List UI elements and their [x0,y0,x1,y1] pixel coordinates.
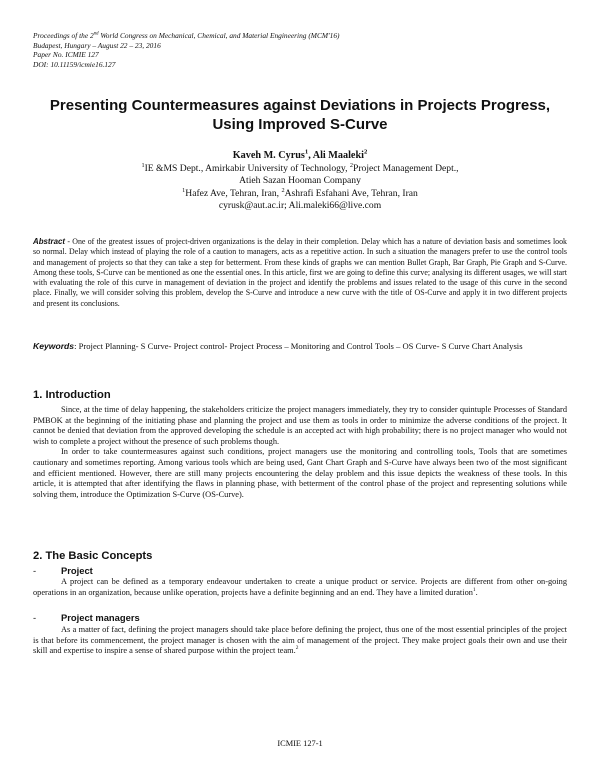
affiliation-line: $^1$IE &MS Dept., Amirkabir University of Technology, $^2$Project Management Dept., [141,162,459,175]
subsection-heading-project: - Project [33,565,93,576]
address-line: $^1$Hafez Ave, Tehran, Iran, $^2$Ashrafi Esfahani Ave, Tehran, Iran [182,186,418,199]
author-names: Kaveh M. Cyrus$^1$, Ali Maaleki$^2$ [232,148,368,161]
keywords [33,341,567,352]
page-footer: ICMIE 127-1 [277,739,323,748]
introduction-body [33,405,567,500]
abstract [33,237,567,309]
section-heading-introduction: 1. Introduction [33,389,111,401]
author-emails: cyrusk@aut.ac.ir; Ali.maleki66@live.com [218,199,382,211]
subsection-heading-project-managers: - Project managers [33,612,140,623]
paper-number: Paper No. ICMIE 127 [33,50,99,60]
paragraph: As a matter of fact, defining the project managers should take place before defining the project, thus one of the most essential principles of the project is that before its commencement, the project manager is chosen with the aim of management of the project. They make project goals their own and use their skill and expertise to inspire a sense of shared purpose within the project team.$^2$ [33,625,567,656]
section-heading-basic-concepts: 2. The Basic Concepts [33,550,153,562]
author-block [30,150,570,212]
proceedings-header [33,31,573,69]
paragraph: In order to take countermeasures against such conditions, project managers use the monitoring and controlling tools, Tools that are sometimes cautionary and sometimes reporting. Among various tools which are being used, Gant Chart Graph and S-Curve have always been two of the most significant and efficient mentioned. However, there are still many projects encountering the delay problem and this issue depicts the weakness of these tools. In this article, it is attempted that after identifying the flaws in planning phase, with betterment of the control phase of the project and representing solutions while solving them, introduce the Optimization S-Curve (OS-Curve). [33,447,567,499]
keywords-label: Keywords [33,341,75,351]
proceedings-line-2: Budapest, Hungary – August 22 – 23, 2016 [33,40,161,50]
project-body [33,577,567,598]
doi: DOI: 10.11159/icmie16.127 [33,59,116,69]
abstract-label: Abstract [33,237,66,246]
paragraph: A project can be defined as a temporary endeavour undertaken to create a unique product or service. Projects are different from other on-going operations in an organization, because unlike operation, projects have a definite beginning and an end. They have a limited duration$^1$. [33,577,567,597]
paragraph: Since, at the time of delay happening, the stakeholders criticize the project managers immediately, they try to consider quintuple Processes of Standard PMBOK at the beginning of the initiating phase and planning the project and use them as tools in order to minimize the adverse conditions of the project. It cannot be denied that deviation from the approved developing the schedule is an accepted act with high probability; there is no project manager who would not wish to complete a project without the presence of such problems though. [33,405,567,446]
paper-title: Presenting Countermeasures against Deviations in Projects Progress, Using Improved S-Curve [49,97,551,133]
keywords-text: : Project Planning- S Curve- Project control- Project Process – Monitoring and Control Tools – OS Curve- S Curve Chart Analysis [74,341,523,351]
abstract-text: - One of the greatest issues of project-driven organizations is the delay in their completion. Delay which has a nature of deviation basis and sometimes look so normal. Delay which instead of playing the role of a caution to managers, acts as a repetitive action. In such a situation the managers prefer to use the control tools and management of projects so that they can take a step for betterment. From these kinds of graphs we can mention Bullet Graph, Bar Graph, Pie Graph and S-Curve. Among these tools, S-Curve can be mentioned as one the essential ones. In this article, first we are going to define this curve; analysing its different usages, we will start with evaluating the role of this curve in management of deviation in the project and identify the problems and issues related to the usage of this curve in the second place. Finally, we will consider solving this problem, develop the S-Curve and introduce a new curve with the title of OS-Curve and apply it in two different projects and present its conclusions. [33,237,567,308]
project-managers-body [33,625,567,657]
affiliation-company: Atieh Sazan Hooman Company [239,175,361,187]
proceedings-line-1: Proceedings of the 2nd World Congress on Mechanical, Chemical, and Material Engineering (MCM'16) [33,31,340,40]
